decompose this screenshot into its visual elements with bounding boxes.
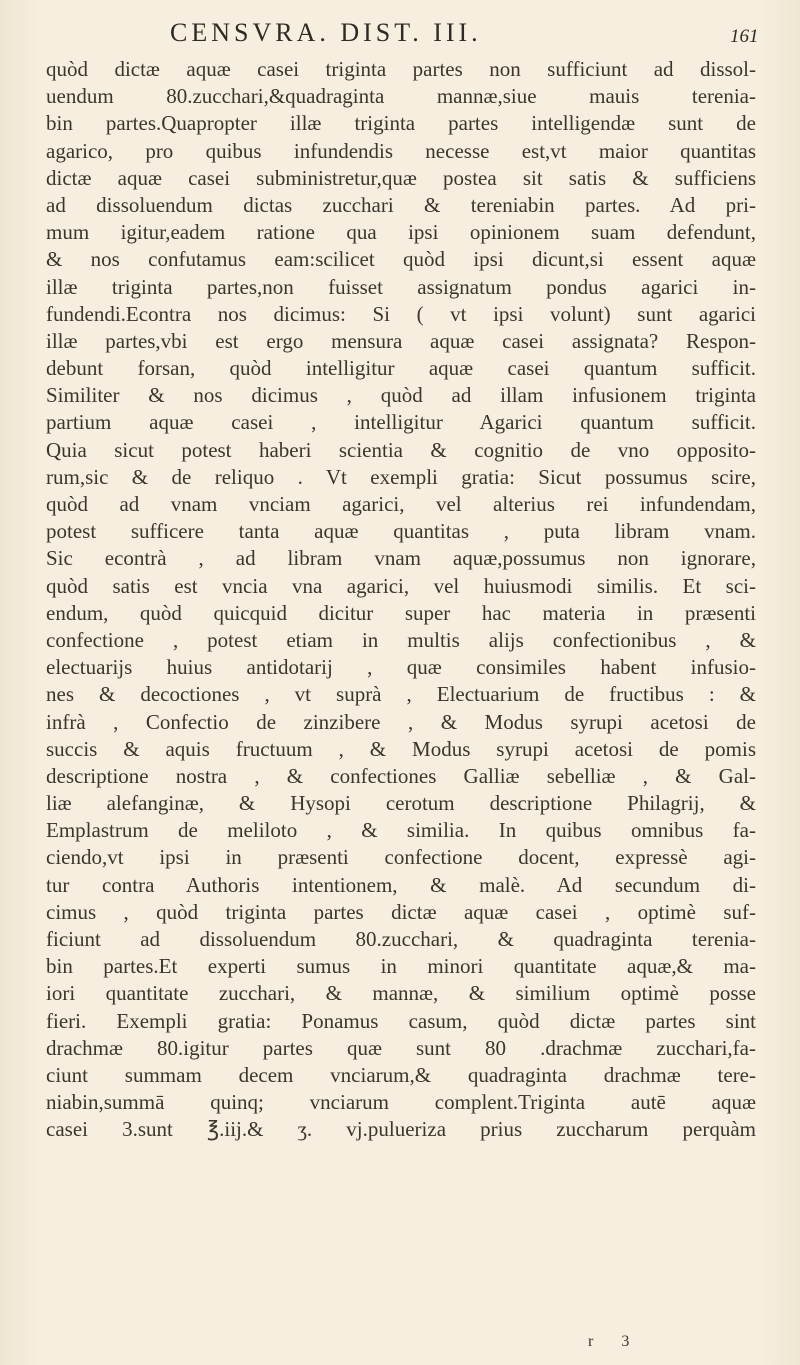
body-text [46,56,756,1144]
text-line: fieri. Exempli gratia: Ponamus casum, quòd dictæ partes sint [46,1008,756,1033]
signature-mark: r 3 [588,1333,642,1350]
text-line: nes & decoctiones , vt suprà , Electuarium de fructibus : & [46,682,756,707]
text-line: ficiunt ad dissoluendum 80.zucchari, & quadraginta terenia- [46,927,756,951]
text-line: infrà , Confectio de zinzibere , & Modus syrupi acetosi de [46,709,756,734]
text-line: iori quantitate zucchari, & mannæ, & similium optimè posse [46,981,756,1006]
text-line: ciunt summam decem vnciarum,& quadraginta drachmæ tere- [46,1062,756,1087]
text-line: bin partes.Quapropter illæ triginta partes intelligendæ sunt de [46,111,756,136]
text-line: ad dissoluendum dictas zucchari & tereniabin partes. Ad pri- [46,192,756,217]
text-line: dictæ aquæ casei subministretur,quæ postea sit satis & sufficiens [46,165,756,190]
text-line: Quia sicut potest haberi scientia & cognitio de vno opposito- [46,437,756,462]
text-line: illæ triginta partes,non fuisset assignatum pondus agarici in- [46,274,756,299]
text-line: descriptione nostra , & confectiones Galliæ sebelliæ , & Gal- [46,763,756,788]
page-number: 161 [730,26,759,47]
text-line: Sic econtrà , ad libram vnam aquæ,possumus non ignorare, [46,546,756,571]
text-line: cimus , quòd triginta partes dictæ aquæ casei , optimè suf- [46,899,756,924]
text-line: rum,sic & de reliquo . Vt exempli gratia: Sicut possumus scire, [46,464,756,489]
text-line: illæ partes,vbi est ergo mensura aquæ casei assignata? Respon- [46,328,756,353]
text-line: liæ alefanginæ, & Hysopi cerotum descriptione Philagrij, & [46,791,756,816]
running-head: CENSVRA. DIST. III. [170,18,482,47]
text-line: endum, quòd quicquid dicitur super hac materia in præsenti [46,600,756,625]
text-line: niabin,summā quinq; vnciarum complent.Triginta autē aquæ [46,1090,756,1115]
text-line: succis & aquis fructuum , & Modus syrupi acetosi de pomis [46,736,756,761]
text-line: electuarijs huius antidotarij , quæ consimiles habent infusio- [46,655,756,680]
text-line: Emplastrum de meliloto , & similia. In quibus omnibus fa- [46,818,756,843]
text-line: fundendi.Econtra nos dicimus: Si ( vt ipsi volunt) sunt agarici [46,301,756,326]
text-line: drachmæ 80.igitur partes quæ sunt 80 .drachmæ zucchari,fa- [46,1035,756,1060]
text-line: uendum 80.zucchari,&quadraginta mannæ,siue mauis terenia- [46,84,756,109]
text-line: quòd satis est vncia vna agarici, vel huiusmodi similis. Et sci- [46,573,756,598]
text-line: tur contra Authoris intentionem, & malè. Ad secundum di- [46,872,756,897]
text-line: quòd ad vnam vnciam agarici, vel alterius rei infundendam, [46,492,756,516]
text-line: Similiter & nos dicimus , quòd ad illam infusionem triginta [46,383,756,408]
text-line: ciendo,vt ipsi in præsenti confectione docent, expressè agi- [46,845,756,870]
text-line: casei 3.sunt ℥.iij.& ʒ. vj.pulueriza prius zuccharum perquàm [46,1117,756,1142]
text-line: & nos confutamus eam:scilicet quòd ipsi dicunt,si essent aquæ [46,247,756,272]
text-line: potest sufficere tanta aquæ quantitas , puta libram vnam. [46,519,756,544]
text-line: mum igitur,eadem ratione qua ipsi opinionem suam defendunt, [46,220,756,245]
text-line: bin partes.Et experti sumus in minori quantitate aquæ,& ma- [46,954,756,979]
text-line: agarico, pro quibus infundendis necesse est,vt maior quantitas [46,138,756,163]
text-line: partium aquæ casei , intelligitur Agarici quantum sufficit. [46,410,756,435]
text-line: confectione , potest etiam in multis alijs confectionibus , & [46,627,756,652]
text-line: debunt forsan, quòd intelligitur aquæ casei quantum sufficit. [46,356,756,381]
text-line: quòd dictæ aquæ casei triginta partes non sufficiunt ad dissol- [46,57,756,81]
